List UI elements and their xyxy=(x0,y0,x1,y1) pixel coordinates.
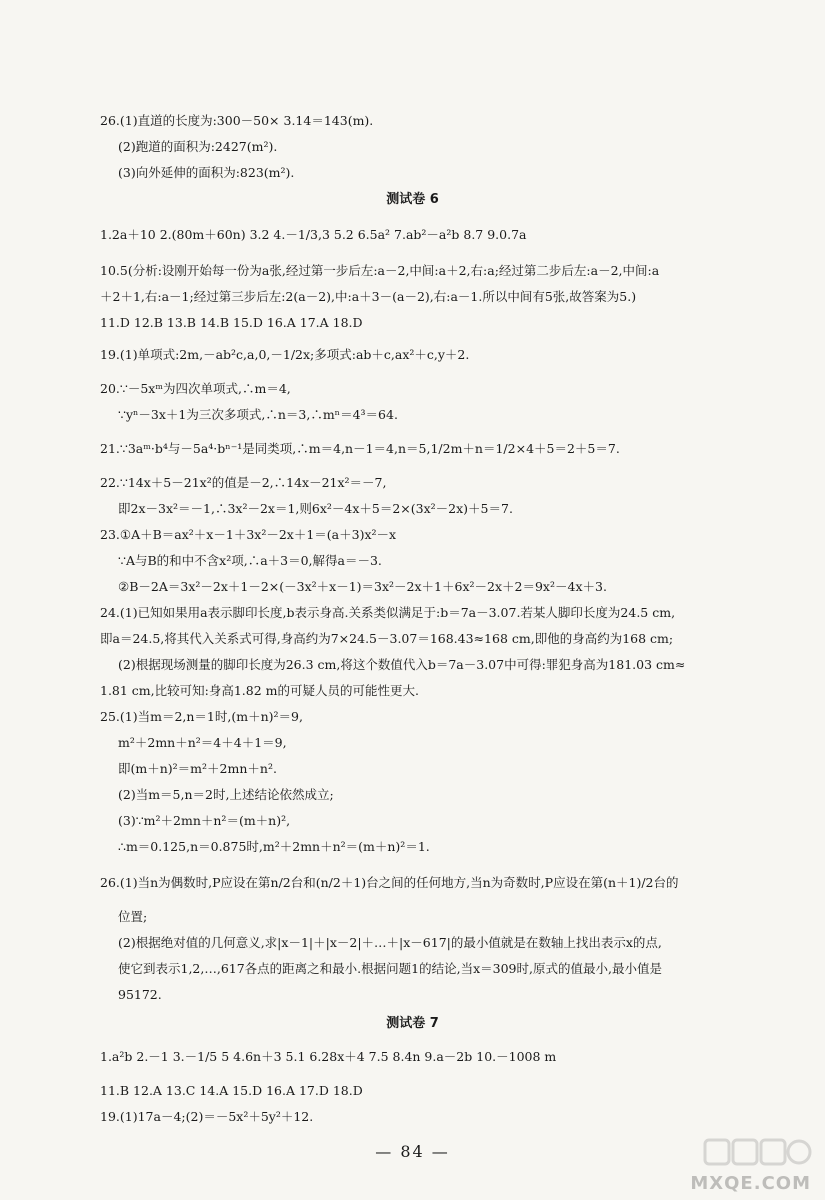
text-line: 20.∵－5xᵐ为四次单项式,∴m＝4, xyxy=(100,381,291,396)
text-line: 19.(1)单项式:2m,－ab²c,a,0,－1/2x;多项式:ab＋c,ax²＋c,y＋2. xyxy=(100,347,470,362)
text-line: 25.(1)当m＝2,n＝1时,(m＋n)²＝9, xyxy=(100,709,303,724)
text-line: 即(m＋n)²＝m²＋2mn＋n². xyxy=(118,761,277,776)
text-line: 22.∵14x＋5－21x²的值是－2,∴14x－21x²＝－7, xyxy=(100,475,387,490)
text-line: (2)根据绝对值的几何意义,求|x－1|＋|x－2|＋…＋|x－617|的最小值就是在数轴上找出表示x的点, xyxy=(118,935,662,950)
text-line: (2)当m＝5,n＝2时,上述结论依然成立; xyxy=(118,787,334,802)
text-line: (3)向外延伸的面积为:823(m²). xyxy=(118,165,295,180)
text-line: 1.2a＋10 2.(80m＋60n) 3.2 4.－1/3,3 5.2 6.5a² 7.ab²－a²b 8.7 9.0.7a xyxy=(100,227,527,242)
text-line: 21.∵3aᵐ·b⁴与－5a⁴·bⁿ⁻¹是同类项,∴m＝4,n－1＝4,n＝5,1/2m＋n＝1/2×4＋5＝2＋5＝7. xyxy=(100,441,620,456)
text-line: 11.B 12.A 13.C 14.A 15.D 16.A 17.D 18.D xyxy=(100,1083,363,1098)
text-line: 即a＝24.5,将其代入关系式可得,身高约为7×24.5－3.07＝168.43≈168 cm,即他的身高约为168 cm; xyxy=(100,631,674,646)
page-number: — 84 — xyxy=(375,1142,450,1161)
text-line: ∵yⁿ－3x＋1为三次多项式,∴n＝3,∴mⁿ＝4³＝64. xyxy=(118,407,398,422)
text-line: ∵A与B的和中不含x²项,∴a＋3＝0,解得a＝－3. xyxy=(118,553,382,568)
text-line: 位置; xyxy=(118,909,148,924)
text-line: 即2x－3x²＝－1,∴3x²－2x＝1,则6x²－4x＋5＝2×(3x²－2x)＋5＝7. xyxy=(118,501,513,516)
text-line: m²＋2mn＋n²＝4＋4＋1＝9, xyxy=(118,735,287,750)
text-line: 95172. xyxy=(118,987,162,1002)
text-line: 24.(1)已知如果用a表示脚印长度,b表示身高.关系类似满足于:b＝7a－3.07.若某人脚印长度为24.5 cm, xyxy=(100,605,676,620)
text-line: 26.(1)直道的长度为:300－50× 3.14＝143(m). xyxy=(100,113,374,128)
text-line: 11.D 12.B 13.B 14.B 15.D 16.A 17.A 18.D xyxy=(100,315,363,330)
text-line: 10.5(分析:设刚开始每一份为a张,经过第一步后左:a－2,中间:a＋2,右:a;经过第二步后左:a－2,中间:a xyxy=(100,263,660,278)
watermark-text: MXQE.COM xyxy=(690,1173,811,1194)
text-line: (2)跑道的面积为:2427(m²). xyxy=(118,139,278,154)
text-line: (3)∵m²＋2mn＋n²＝(m＋n)², xyxy=(118,813,291,828)
text-line: (2)根据现场测量的脚印长度为26.3 cm,将这个数值代入b＝7a－3.07中可得:罪犯身高为181.03 cm≈ xyxy=(118,657,686,672)
text-line: 23.①A＋B＝ax²＋x－1＋3x²－2x＋1＝(a＋3)x²－x xyxy=(100,527,397,542)
section-title: 测试卷 7 xyxy=(386,1016,439,1031)
section-title: 测试卷 6 xyxy=(386,192,439,207)
text-line: 1.a²b 2.－1 3.－1/5 5 4.6n＋3 5.1 6.28x＋4 7.5 8.4n 9.a－2b 10.－1008 m xyxy=(100,1049,557,1064)
text-line: 1.81 cm,比较可知:身高1.82 m的可疑人员的可能性更大. xyxy=(100,683,419,698)
text-line: ②B－2A＝3x²－2x＋1－2×(－3x²＋x－1)＝3x²－2x＋1＋6x²－2x＋2＝9x²－4x＋3. xyxy=(118,579,607,594)
text-line: 使它到表示1,2,…,617各点的距离之和最小.根据问题1的结论,当x＝309时,原式的值最小,最小值是 xyxy=(118,961,662,976)
text-line: 19.(1)17a－4;(2)＝－5x²＋5y²＋12. xyxy=(100,1109,314,1124)
text-line: ＋2＋1,右:a－1;经过第三步后左:2(a－2),中:a＋3－(a－2),右:a－1.所以中间有5张,故答案为5.) xyxy=(100,289,637,304)
text-line: 26.(1)当n为偶数时,P应设在第n/2台和(n/2＋1)台之间的任何地方,当n为奇数时,P应设在第(n＋1)/2台的 xyxy=(100,875,679,890)
text-line: ∴m＝0.125,n＝0.875时,m²＋2mn＋n²＝(m＋n)²＝1. xyxy=(118,839,430,854)
